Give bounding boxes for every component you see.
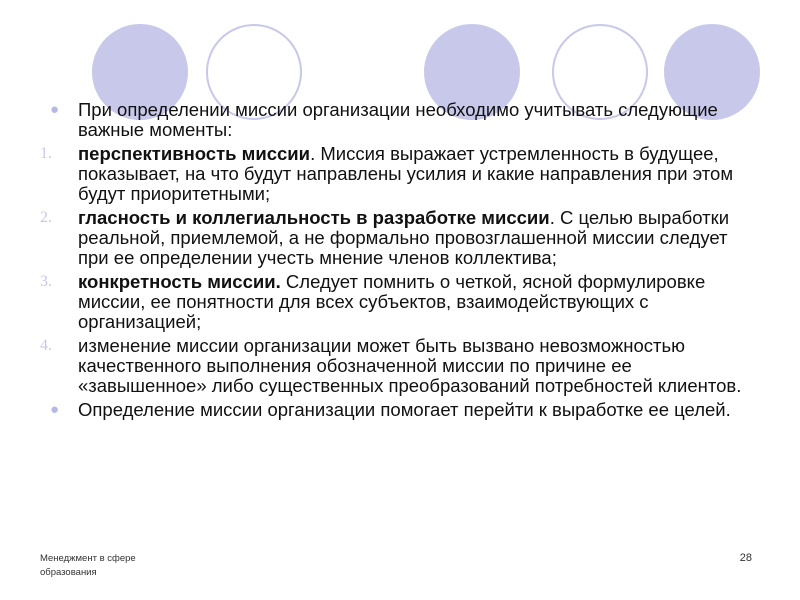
item-number: 4. (40, 337, 52, 354)
item-text: конкретность миссии. Следует помнить о четкой, ясной формулировке миссии, ее понятности для всех субъектов, взаимодействующих с организацией; (78, 271, 706, 332)
item-text: гласность и коллегиальность в разработке миссии. С целью выработки реальной, приемлемой, а не формально провозглашенной миссии следует при ее определении учесть мнение членов коллектива; (78, 207, 730, 268)
item-number: 3. (40, 273, 52, 290)
item-text: Определение миссии организации помогает перейти к выработке ее целей. (78, 399, 731, 420)
list-item-intro (40, 100, 760, 140)
item-text: перспективность миссии. Миссия выражает устремленность в будущее, показывает, на что будут направлены усилия и какие направления при этом будут приоритетными; (78, 143, 734, 204)
list-item-2 (40, 208, 760, 268)
list-item-4 (40, 336, 760, 396)
list-item-1 (40, 144, 760, 204)
decorative-circles (0, 0, 800, 110)
slide-page-number: 28 (739, 552, 752, 564)
item-text: При определении миссии организации необходимо учитывать следующие важные моменты: (78, 99, 718, 140)
list-item-conclusion (40, 400, 760, 420)
footer-course-title: Менеджмент в сфере образования (40, 553, 136, 578)
bullet-icon: ● (50, 402, 60, 418)
list-item-3 (40, 272, 760, 332)
item-number: 2. (40, 209, 52, 226)
bullet-icon: ● (50, 102, 60, 118)
item-number: 1. (40, 145, 52, 162)
slide-body (40, 100, 760, 424)
item-text: изменение миссии организации может быть вызвано невозможностью качественного выполнения обозначенной миссии по причине ее «завышенное» либо существенных преобразований потребностей клиентов. (78, 335, 742, 396)
